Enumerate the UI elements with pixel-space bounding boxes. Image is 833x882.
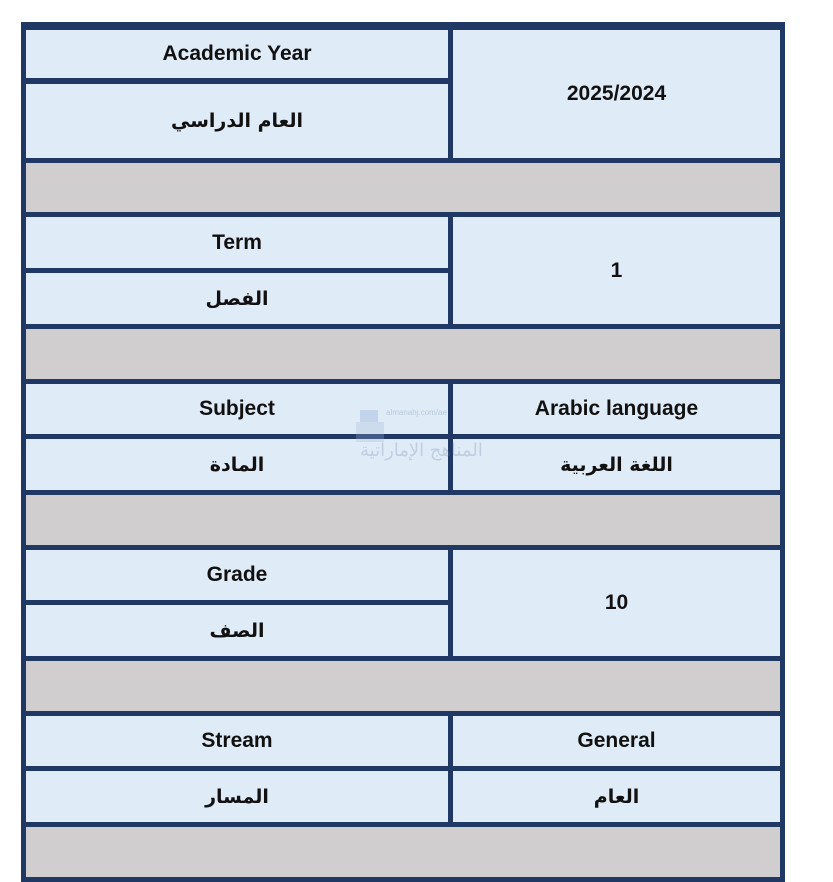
grade-value: 10 — [453, 550, 780, 656]
subject-value-ar: اللغة العربية — [453, 439, 780, 490]
grade-label-en: Grade — [26, 550, 448, 600]
stream-value-en: General — [453, 716, 780, 766]
term-label-en: Term — [26, 217, 448, 268]
watermark-url: almanahj.com/ae — [386, 408, 447, 417]
separator-row — [26, 329, 780, 379]
stream-value-ar: العام — [453, 771, 780, 822]
subject-label-ar: المادة — [26, 439, 448, 490]
watermark-name: المناهج الإماراتية — [360, 440, 483, 461]
term-value: 1 — [453, 217, 780, 324]
stream-label-ar: المسار — [26, 771, 448, 822]
term-label-ar: الفصل — [26, 273, 448, 324]
subject-value-en: Arabic language — [453, 384, 780, 434]
separator-row — [26, 163, 780, 212]
academic-year-label-ar: العام الدراسي — [26, 84, 448, 158]
academic-year-label-en: Academic Year — [26, 30, 448, 78]
subject-label-en: Subject — [26, 384, 448, 434]
grade-label-ar: الصف — [26, 605, 448, 656]
separator-row — [26, 661, 780, 711]
academic-year-value: 2025/2024 — [453, 30, 780, 158]
separator-row — [26, 495, 780, 545]
stream-label-en: Stream — [26, 716, 448, 766]
separator-row — [26, 827, 780, 877]
